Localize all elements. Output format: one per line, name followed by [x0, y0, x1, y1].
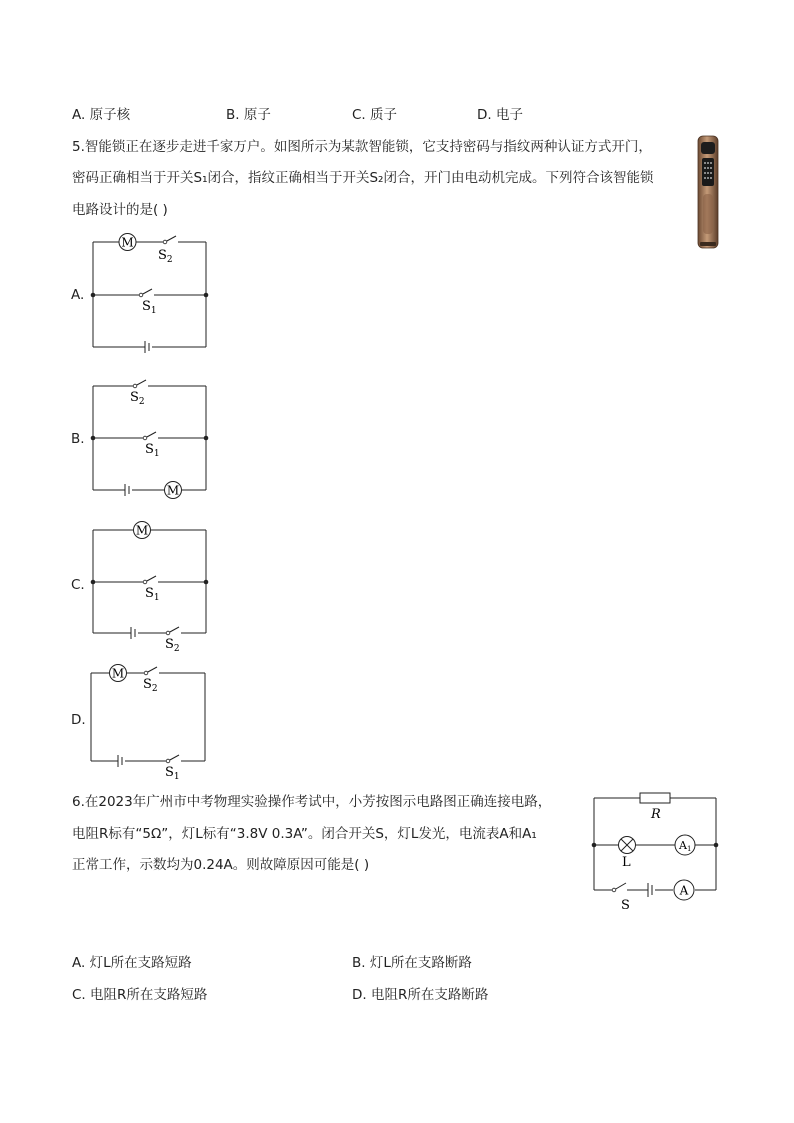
resistor-label: R — [651, 807, 661, 822]
q5-option-d-label: D. — [71, 712, 86, 728]
q6-option-b: B. 灯L所在支路断路 — [352, 955, 472, 971]
switch-label-s1: $S_1$ — [142, 299, 157, 316]
switch-label-s1: $S_1$ — [165, 765, 180, 782]
q6-option-c: C. 电阻R所在支路短路 — [72, 987, 208, 1003]
ammeter-a-label: A — [679, 883, 689, 898]
switch-label-s2: $S_2$ — [130, 390, 145, 407]
q4-option-c: C. 质子 — [352, 107, 398, 123]
q6-stem-line1: 6.在2023年广州市中考物理实验操作考试中，小芳按图示电路图正确连接电路， — [72, 794, 552, 810]
q6-option-d: D. 电阻R所在支路断路 — [352, 987, 489, 1003]
q5-option-c-label: C. — [71, 577, 85, 593]
q4-option-d: D. 电子 — [477, 107, 523, 123]
q4-option-a: A. 原子核 — [72, 107, 131, 123]
motor-symbol: M — [121, 235, 134, 250]
q5-option-b-label: B. — [71, 431, 85, 447]
motor-symbol: M — [135, 523, 149, 538]
q5-stem-line3: 电路设计的是( ) — [72, 202, 168, 218]
q6-stem-line2: 电阻R标有“5Ω”，灯L标有“3.8V 0.3A”。闭合开关S，灯L发光，电流表A和A₁ — [72, 826, 537, 842]
q5-stem-line1: 5.智能锁正在逐步走进千家万户。如图所示为某款智能锁，它支持密码与指纹两种认证方式开门， — [72, 139, 652, 155]
lamp-label: L — [622, 855, 631, 870]
q6-option-a: A. 灯L所在支路短路 — [72, 955, 192, 971]
motor-symbol: M — [166, 483, 180, 498]
ammeter-a1-label: A1 — [679, 839, 692, 853]
switch-label-s1: $S_1$ — [145, 586, 160, 603]
switch-label-s2: $S_2$ — [165, 637, 180, 654]
q4-option-b: B. 原子 — [226, 107, 271, 123]
switch-label-s2: $S_2$ — [158, 248, 173, 265]
resistor-r — [640, 793, 670, 803]
switch-label-s1: $S_1$ — [145, 442, 160, 459]
switch-label: S — [621, 898, 630, 913]
q5-option-a-label: A. — [71, 287, 85, 303]
q5-stem-line2: 密码正确相当于开关S₁闭合，指纹正确相当于开关S₂闭合，开门由电动机完成。下列符合该智能锁 — [72, 170, 654, 186]
motor-symbol: M — [111, 666, 125, 681]
switch-label-s2: $S_2$ — [143, 677, 158, 694]
q6-stem-line3: 正常工作，示数均为0.24A。则故障原因可能是( ) — [72, 857, 370, 873]
